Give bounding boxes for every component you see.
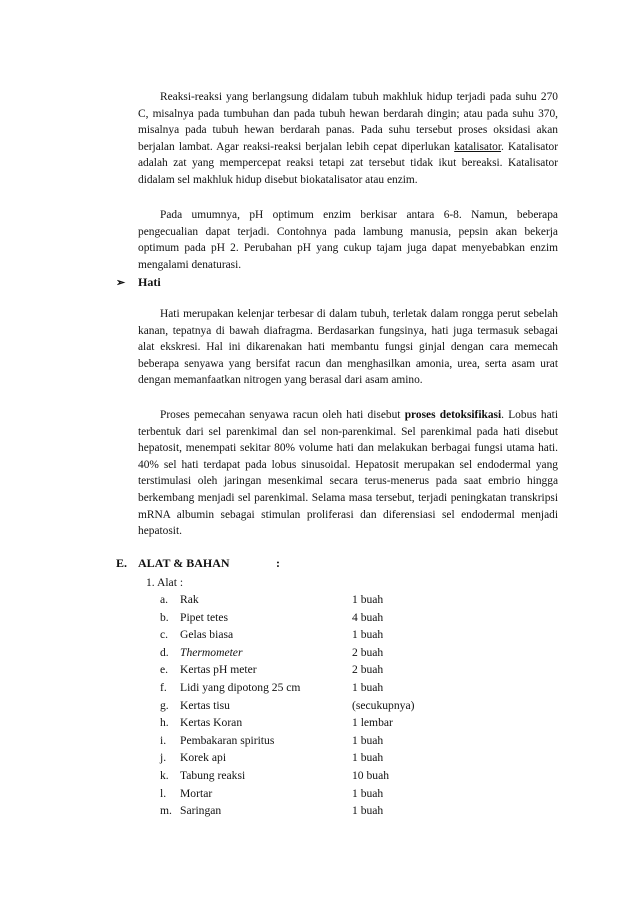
list-item-name: Thermometer — [180, 645, 243, 659]
list-item-name: Kertas tisu — [180, 698, 230, 712]
list-item-quantity: 2 buah — [352, 663, 384, 677]
list-item-quantity: 1 buah — [352, 751, 384, 765]
list-item-name: Lidi yang dipotong 25 cm — [180, 680, 301, 694]
paragraph-detoksifikasi — [138, 407, 558, 540]
list-item — [160, 804, 460, 822]
list-item-letter: l. — [160, 786, 167, 800]
list-item-name: Pembakaran spiritus — [180, 733, 275, 747]
section-title: ALAT & BAHAN — [138, 556, 230, 570]
list-item-quantity: (secukupnya) — [352, 698, 415, 712]
paragraph-text: Proses pemecahan senyawa racun oleh hati disebut — [160, 409, 405, 421]
list-item — [160, 751, 460, 769]
list-item-quantity: 1 buah — [352, 804, 384, 818]
list-item-letter: c. — [160, 628, 169, 642]
list-item-quantity: 2 buah — [352, 645, 384, 659]
equipment-list — [160, 593, 460, 822]
list-item-name: Pipet tetes — [180, 610, 228, 624]
list-item-quantity: 10 buah — [352, 768, 390, 782]
paragraph-hati — [138, 306, 558, 389]
list-item-quantity: 1 buah — [352, 628, 384, 642]
list-item-letter: h. — [160, 716, 169, 730]
list-item — [160, 681, 460, 699]
list-item — [160, 699, 460, 717]
list-item-quantity: 1 buah — [352, 733, 384, 747]
list-item-name: Tabung reaksi — [180, 768, 246, 782]
list-item-name: Rak — [180, 593, 199, 606]
list-item-quantity: 1 buah — [352, 593, 384, 606]
list-item-quantity: 1 buah — [352, 680, 384, 694]
section-heading-alat-bahan — [116, 556, 280, 571]
list-item-quantity: 4 buah — [352, 610, 384, 624]
paragraph-text: Hati merupakan kelenjar terbesar di dalam tubuh, terletak dalam rongga perut sebelah kanan, tepatnya di bawah diafragma. Berdasarkan fungsinya, hati juga termasuk sebagai alat ekskresi. Hal ini dikarenakan hati membantu fungsi ginjal dengan cara memecah beberapa senyawa yang bersifat racun dan menghasilkan amonia, urea, serta asam urat dengan memanfaatkan nitrogen yang berasal dari asam amino. — [138, 308, 558, 387]
list-item — [160, 646, 460, 664]
subheading-alat: 1. Alat : — [146, 576, 184, 589]
list-item — [160, 611, 460, 629]
bold-term: proses detoksifikasi — [404, 409, 502, 421]
arrow-bullet-icon: ➢ — [116, 277, 126, 289]
list-item-letter: d. — [160, 645, 169, 659]
list-item-quantity: 1 lembar — [352, 716, 393, 730]
heading-label: Hati — [138, 275, 161, 289]
list-item-quantity: 1 buah — [352, 786, 384, 800]
list-item — [160, 593, 460, 611]
list-item-letter: j. — [160, 751, 167, 765]
list-item-letter: f. — [160, 680, 167, 694]
list-item — [160, 734, 460, 752]
paragraph-reaksi — [138, 89, 558, 189]
section-colon: : — [276, 556, 280, 570]
list-item-name: Gelas biasa — [180, 628, 234, 642]
list-item-name: Korek api — [180, 751, 227, 765]
list-item-name: Kertas pH meter — [180, 663, 257, 677]
katalisator-link: katalisator — [454, 140, 502, 153]
list-item-letter: g. — [160, 698, 169, 712]
list-item-letter: a. — [160, 593, 169, 606]
paragraph-ph — [138, 207, 558, 273]
list-item-letter: k. — [160, 768, 169, 782]
list-item-letter: b. — [160, 610, 169, 624]
paragraph-text: Reaksi-reaksi yang berlangsung didalam tubuh makhluk hidup terjadi pada suhu 270 C, misalnya pada tumbuhan dan pada tubuh hewan berdarah dingin; atau pada suhu 370, misalnya pada tubuh hewan berdarah panas. Pada suhu tersebut proses oksidasi akan berjalan lambat. Agar reaksi-reaksi berjalan lebih cepat diperlukan — [138, 91, 558, 153]
paragraph-text: . Katalisator adalah zat yang mempercepat reaksi tetapi zat tersebut tidak ikut bereaksi. Katalisator didalam sel makhluk hidup disebut biokatalisator atau enzim. — [138, 140, 558, 186]
section-number: E. — [116, 556, 128, 570]
paragraph-text: Pada umumnya, pH optimum enzim berkisar antara 6-8. Namun, beberapa pengecualian dapat terjadi. Contohnya pada lambung manusia, pepsin akan bekerja optimum pada pH 2. Perubahan pH yang cukup tajam juga dapat menyebabkan enzim mengalami denaturasi. — [138, 209, 558, 271]
list-item-name: Saringan — [180, 804, 222, 818]
list-item — [160, 716, 460, 734]
list-item-name: Kertas Koran — [180, 716, 243, 730]
list-item — [160, 628, 460, 646]
list-item-letter: m. — [160, 804, 172, 818]
paragraph-text: . Lobus hati terbentuk dari sel parenkimal dan sel non-parenkimal. Sel parenkimal pada hati disebut hepatosit, menempati sekitar 80% volume hati dan melakukan berbagai fungsi utama hati. 40% sel hati terdapat pada lobus sinusoidal. Hepatosit merupakan sel endodermal yang terstimulasi oleh jaringan mesenkimal secara terus-menerus pada saat embrio hingga berkembang menjadi sel parenkimal. Selama masa tersebut, terjadi peningkatan transkripsi mRNA albumin sebagai stimulan proliferasi dan diferensiasi sel endodermal menjadi hepatosit. — [138, 409, 559, 538]
list-item-letter: i. — [160, 733, 167, 747]
heading-hati — [116, 275, 161, 290]
list-item — [160, 663, 460, 681]
list-item-letter: e. — [160, 663, 169, 677]
list-item — [160, 769, 460, 787]
list-item — [160, 787, 460, 805]
list-item-name: Mortar — [180, 786, 213, 800]
